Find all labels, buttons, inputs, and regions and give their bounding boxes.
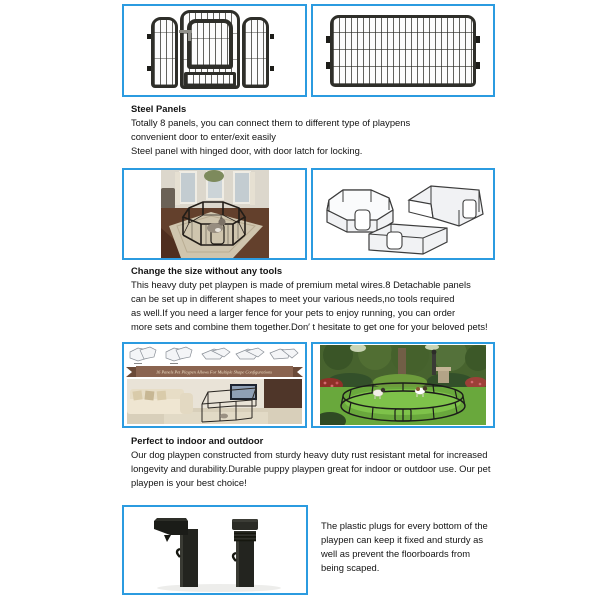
flower bbox=[324, 382, 327, 385]
flower bbox=[479, 383, 482, 386]
post-with-plug bbox=[232, 519, 258, 587]
section-line: playpen is your best choice! bbox=[131, 477, 247, 488]
lamp-head bbox=[432, 350, 437, 355]
door-panel-left-section bbox=[151, 17, 178, 88]
tree-trunk bbox=[398, 348, 406, 378]
door-latch-pin bbox=[188, 30, 191, 41]
flower bbox=[331, 385, 334, 388]
plug-note-line: well as prevent the floorboards from bbox=[321, 548, 471, 559]
section-heading: Perfect to indoor and outdoor bbox=[131, 435, 264, 446]
section-steel-panels bbox=[131, 102, 410, 158]
section-line: Totally 8 panels, you can connect them to different type of playpens bbox=[131, 117, 411, 128]
plastic-plugs-illustration bbox=[124, 507, 306, 593]
hinge-icon bbox=[270, 66, 274, 71]
image-plastic-plugs bbox=[122, 505, 308, 595]
image-outdoor-playpen-photo bbox=[311, 342, 495, 428]
plant bbox=[204, 170, 224, 182]
door-panel-right-section bbox=[242, 17, 269, 88]
dog bbox=[220, 414, 228, 419]
image-indoor-playpen-photo bbox=[122, 168, 307, 260]
section-heading: Change the size without any tools bbox=[131, 265, 283, 276]
outdoor-playpen-illustration bbox=[320, 345, 486, 425]
curtain bbox=[250, 172, 255, 205]
indoor-playpen-illustration bbox=[161, 170, 269, 258]
panel-connector-icon bbox=[476, 36, 480, 43]
collage-room-scene bbox=[127, 379, 302, 424]
hook bbox=[233, 553, 236, 561]
section-line: Our dog playpen constructed from sturdy heavy duty rust resistant metal for increased bbox=[131, 449, 488, 460]
section-heading: Steel Panels bbox=[131, 103, 187, 114]
hinge-icon bbox=[147, 66, 151, 71]
section-indoor-outdoor bbox=[131, 434, 490, 490]
door-bottom-bar bbox=[184, 72, 236, 87]
section-line: convenient door to enter/exit easily bbox=[131, 131, 276, 142]
config-octagon bbox=[327, 190, 393, 232]
chair bbox=[161, 188, 175, 209]
curtain bbox=[175, 172, 180, 205]
banner-ribbon bbox=[126, 366, 303, 377]
section-change-size bbox=[131, 264, 488, 334]
flower bbox=[471, 381, 474, 384]
image-plain-panel bbox=[311, 4, 495, 97]
pedestal-top bbox=[436, 367, 451, 371]
shadow bbox=[157, 584, 281, 592]
hinge-icon bbox=[147, 34, 151, 39]
flower bbox=[336, 382, 339, 385]
panel-connector-icon bbox=[326, 62, 330, 69]
mini-config-diagrams bbox=[130, 347, 298, 361]
section-line: as well.If you need a larger fence for your pets to enjoy running, you can order bbox=[131, 307, 456, 318]
section-line: Steel panel with hinged door, with door latch for locking. bbox=[131, 145, 363, 156]
window bbox=[180, 172, 196, 203]
hook bbox=[177, 549, 180, 557]
window bbox=[234, 172, 250, 203]
plug-note-line: being scaped. bbox=[321, 562, 380, 573]
section-line: more sets and combine them together.Don′ t hesitate to get one for your beloved pets! bbox=[131, 321, 488, 332]
plain-panel-mesh bbox=[330, 15, 476, 87]
config-rectangle bbox=[369, 224, 447, 254]
banner-text: 16 Panels Pet Playpen Allows For Multiple Shape Configurations bbox=[155, 369, 273, 375]
panel-connector-icon bbox=[326, 36, 330, 43]
plug-note-line: The plastic plugs for every bottom of the bbox=[321, 520, 488, 531]
image-shape-configurations bbox=[311, 168, 495, 260]
panel-connector-icon bbox=[476, 62, 480, 69]
stone-pedestal bbox=[438, 369, 449, 383]
shape-configurations-illustration bbox=[313, 170, 493, 258]
section-line: This heavy duty pet playpen is made of premium metal wires.8 Detachable panels bbox=[131, 279, 471, 290]
section-line: can be set up in different shapes to meet your various needs,no tools required bbox=[131, 293, 455, 304]
hinge-icon bbox=[270, 34, 274, 39]
plug-note-line: playpen can keep it fixed and sturdy as bbox=[321, 534, 484, 545]
config-l-shape bbox=[409, 186, 483, 226]
hinged-door bbox=[187, 19, 233, 69]
collage-illustration bbox=[124, 344, 305, 426]
lamp-post bbox=[432, 353, 436, 375]
post-with-bracket bbox=[154, 518, 198, 587]
image-panel-with-door bbox=[122, 4, 307, 97]
plug-note bbox=[321, 519, 488, 575]
image-configurations-collage bbox=[122, 342, 307, 428]
section-line: longevity and durability.Durable puppy playpen great for indoor or outdoor use. Our pet bbox=[131, 463, 491, 474]
